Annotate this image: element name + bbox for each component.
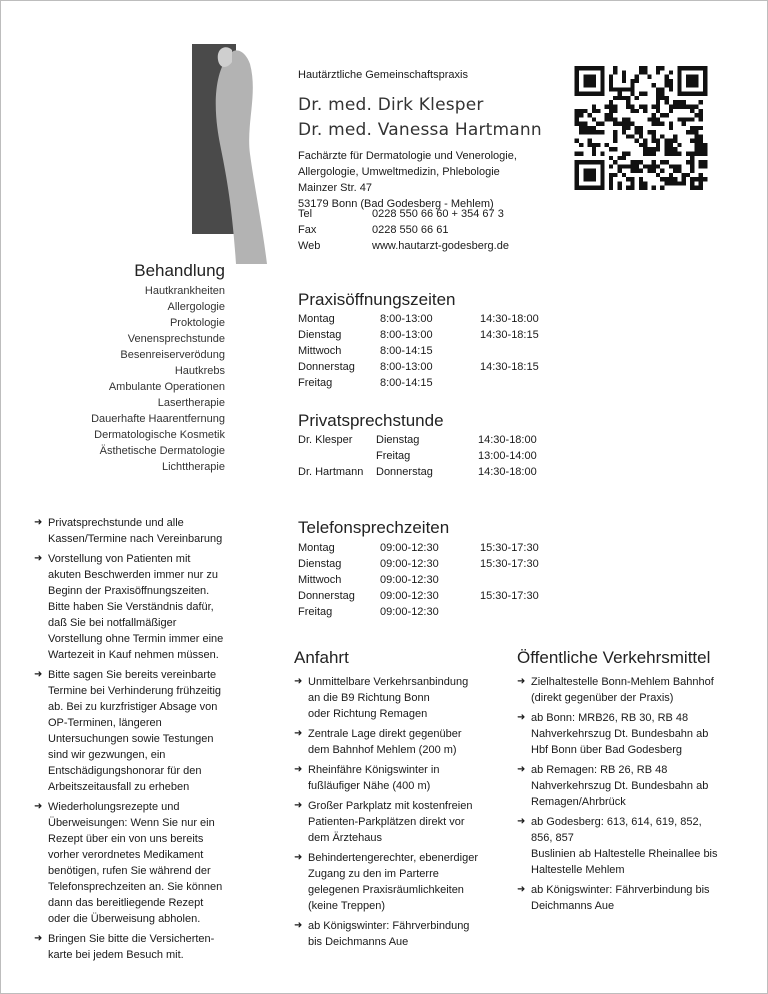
treatment-item: Besenreiserverödung [120,349,225,361]
table-row [298,604,539,620]
contact-tel [298,206,509,222]
arrow-icon: ➜ [294,728,303,739]
treatment-title: Behandlung [134,261,225,280]
list-item-line: bis Deichmanns Aue [308,936,409,948]
list-item [294,762,499,794]
list-item-line: Untersuchungen sowie Testungen [48,733,214,745]
table-cell-pm: 15:30-17:30 [480,590,539,602]
list-item-line: dem Bahnhof Mehlem (200 m) [308,744,457,756]
contact-value: 0228 550 66 60 + 354 67 3 [372,208,504,220]
table-cell-doctor: Dr. Hartmann [298,466,364,478]
list-item-line: Kassen/Termine nach Vereinbarung [48,533,223,545]
table-row [298,343,539,359]
list-item-line: sind wir gezwungen, ein [48,749,166,761]
list-item-line: Vorstellung von Patienten mit [48,553,191,565]
list-item-line: Behindertengerechter, ebenerdiger [308,852,479,864]
table-cell-day: Mittwoch [298,574,342,586]
list-item-line: Rheinfähre Königswinter in [308,764,440,776]
list-item-line: karte bei jedem Besuch mit. [48,949,184,961]
table-row [298,588,539,604]
arrow-icon: ➜ [294,852,303,863]
list-item [517,762,737,810]
table-row [298,572,539,588]
treatment-item: Hautkrebs [174,365,225,377]
table-cell-am: 8:00-13:00 [380,313,433,325]
table-cell-am: 09:00-12:30 [380,574,439,586]
arrow-icon: ➜ [34,517,43,528]
list-item-line: Telefonsprechzeiten an. Sie können [48,881,223,893]
list-item-line: Termine bei Verhinderung frühzeitig [48,685,222,697]
list-item-line: Bringen Sie bitte die Versicherten- [48,933,215,945]
list-item-line: Wiederholungsrezepte und [48,801,180,813]
list-item-line: Haltestelle Mehlem [531,864,625,876]
arrow-icon: ➜ [34,801,43,812]
list-item-line: Nahverkehrszug Dt. Bundesbahn ab [531,780,709,792]
contact-label: Tel [298,208,313,220]
table-row [298,464,537,480]
arrow-icon: ➜ [517,712,526,723]
list-item-line: Überweisungen: Wenn Sie nur ein [48,817,215,829]
list-item-line: akuten Beschwerden immer nur zu [48,569,218,581]
list-item-line: Patienten-Parkplätzen direkt vor [308,816,465,828]
table-row [298,540,539,556]
arrow-icon: ➜ [294,676,303,687]
arrow-icon: ➜ [517,764,526,775]
list-item-line: Bitte haben Sie Verständnis dafür, [48,601,214,613]
transit-list [517,674,737,918]
table-cell-day: Freitag [298,377,333,389]
table-cell-time: 13:00-14:00 [478,450,537,462]
list-item-line: daß Sie bei notfallmäßiger [48,617,177,629]
opening-hours-table [298,311,539,391]
list-item [517,882,737,914]
list-item-line: vorher verordnetes Medikament [48,849,204,861]
table-row [298,432,537,448]
list-item-line: (direkt gegenüber der Praxis) [531,692,674,704]
website-link[interactable]: www.hautarzt-godesberg.de [372,240,509,252]
list-item-line: 856, 857 [531,832,574,844]
table-cell-pm: 14:30-18:15 [480,329,539,341]
table-row [298,556,539,572]
list-item [294,674,499,722]
arrow-icon: ➜ [517,884,526,895]
table-cell-day: Montag [298,313,335,325]
list-item-line: Wartezeit in Kauf nehmen müssen. [48,649,219,661]
table-cell-day: Donnerstag [298,590,355,602]
arrow-icon: ➜ [294,920,303,931]
private-table [298,432,537,480]
address-city: 53179 Bonn (Bad Godesberg - Mehlem) [298,198,494,210]
list-item-line: ab Königswinter: Fährverbindung bis [531,884,710,896]
table-cell-am: 09:00-12:30 [380,606,439,618]
list-item-line: an die B9 Richtung Bonn [308,692,430,704]
table-cell-day: Freitag [376,450,411,462]
contact-web[interactable] [298,238,509,254]
treatment-item: Ästhetische Dermatologie [99,445,225,457]
list-item [34,931,256,963]
list-item-line: oder die Überweisung abholen. [48,913,201,925]
list-item-line: benötigen, rufen Sie während der [48,865,211,877]
treatment-item: Dauerhafte Haarentfernung [91,413,225,425]
contact-label: Fax [298,224,317,236]
table-cell-am: 09:00-12:30 [380,590,439,602]
list-item-line: ab. Bei zu kurzfristiger Absage von [48,701,218,713]
phone-hours-table [298,540,539,620]
arrow-icon: ➜ [517,676,526,687]
list-item-line: Entschädigungshonorar für den [48,765,202,777]
list-item-line: Bitte sagen Sie bereits vereinbarte [48,669,217,681]
table-cell-am: 09:00-12:30 [380,542,439,554]
list-item-line: dem Ärztehaus [308,832,382,844]
table-cell-day: Freitag [298,606,333,618]
treatment-item: Proktologie [169,317,225,329]
treatment-item: Lichttherapie [162,461,225,473]
table-cell-am: 8:00-14:15 [380,345,433,357]
directions-title: Anfahrt [294,648,349,667]
table-cell-am: 8:00-13:00 [380,329,433,341]
table-cell-day: Dienstag [376,434,420,446]
table-cell-am: 09:00-12:30 [380,558,439,570]
treatment-item: Venensprechstunde [127,333,225,345]
specialties-line: Fachärzte für Dermatologie und Venerologie, [298,150,517,162]
list-item-line: Beginn der Praxisöffnungszeiten. [48,585,210,597]
arrow-icon: ➜ [294,800,303,811]
table-cell-doctor [298,448,376,464]
table-cell-time: 14:30-18:00 [478,466,537,478]
list-item-line: ab Godesberg: 613, 614, 619, 852, [531,816,702,828]
specialties-line: Allergologie, Umweltmedizin, Phlebologie [298,166,500,178]
table-cell-day: Donnerstag [376,466,433,478]
list-item-line: Buslinien ab Haltestelle Rheinallee bis [531,848,718,860]
table-cell-time: 14:30-18:00 [478,434,537,446]
list-item-line: Privatsprechstunde und alle [48,517,184,529]
table-cell-pm: 15:30-17:30 [480,542,539,554]
arrow-icon: ➜ [34,933,43,944]
doctor-name-1: Dr. med. Dirk Klesper [298,95,484,115]
list-item-line: dann das bereitliegende Rezept [48,897,204,909]
list-item-line: ab Remagen: RB 26, RB 48 [531,764,668,776]
table-cell-day: Donnerstag [298,361,355,373]
list-item-line: (keine Treppen) [308,900,386,912]
table-row [298,359,539,375]
transit-title: Öffentliche Verkehrsmittel [517,648,711,667]
list-item [294,850,499,914]
list-item-line: Arbeitszeitausfall zu erheben [48,781,190,793]
list-item-line: gelegenen Praxisräumlichkeiten [308,884,464,896]
contact-block [298,206,509,254]
arrow-icon: ➜ [34,553,43,564]
doctor-name-2: Dr. med. Vanessa Hartmann [298,120,542,140]
table-cell-am: 8:00-13:00 [380,361,433,373]
list-item [34,667,256,795]
list-item [517,674,737,706]
list-item-line: Hbf Bonn über Bad Godesberg [531,744,683,756]
table-cell-am: 8:00-14:15 [380,377,433,389]
list-item-line: Vorstellung ohne Termin immer eine [48,633,224,645]
practice-logo [192,44,267,264]
treatment-item: Hautkrankheiten [144,285,225,297]
table-cell-day: Dienstag [298,558,342,570]
opening-hours-title: Praxisöffnungszeiten [298,290,456,309]
address-street: Mainzer Str. 47 [298,182,372,194]
list-item [34,799,256,927]
treatment-item: Allergologie [167,301,225,313]
private-title: Privatsprechstunde [298,411,444,430]
directions-list [294,674,499,954]
list-item-line: Rezept über ein von uns bereits [48,833,204,845]
list-item-line: Zielhaltestelle Bonn-Mehlem Bahnhof [531,676,714,688]
phone-hours-title: Telefonsprechzeiten [298,518,450,537]
table-row [298,375,539,391]
list-item-line: Zugang zu den im Parterre [308,868,439,880]
table-cell-doctor: Dr. Klesper [298,434,353,446]
arrow-icon: ➜ [294,764,303,775]
table-cell-pm: 14:30-18:00 [480,313,539,325]
list-item-line: Unmittelbare Verkehrsanbindung [308,676,469,688]
table-row [298,448,537,464]
treatment-item: Dermatologische Kosmetik [94,429,225,441]
table-cell-pm: 15:30-17:30 [480,558,539,570]
table-cell-day: Dienstag [298,329,342,341]
list-item-line: oder Richtung Remagen [308,708,428,720]
list-item [34,515,256,547]
list-item-line: ab Bonn: MRB26, RB 30, RB 48 [531,712,689,724]
treatment-list [91,283,225,475]
arrow-icon: ➜ [517,816,526,827]
list-item [517,710,737,758]
notes-list [34,515,256,967]
list-item-line: Großer Parkplatz mit kostenfreien [308,800,473,812]
list-item-line: Zentrale Lage direkt gegenüber [308,728,462,740]
treatment-item: Ambulante Operationen [108,381,225,393]
list-item [294,726,499,758]
list-item [34,551,256,663]
contact-label: Web [298,240,321,252]
list-item-line: ab Königswinter: Fährverbindung [308,920,470,932]
qr-code [574,66,708,190]
specialties [298,148,558,212]
list-item-line: fußläufiger Nähe (400 m) [308,780,431,792]
contact-fax [298,222,509,238]
list-item-line: Remagen/Ahrbrück [531,796,626,808]
contact-value: 0228 550 66 61 [372,224,449,236]
list-item-line: Nahverkehrszug Dt. Bundesbahn ab [531,728,709,740]
list-item [517,814,737,878]
table-row [298,311,539,327]
list-item [294,918,499,950]
list-item-line: Deichmanns Aue [531,900,615,912]
arrow-icon: ➜ [34,669,43,680]
table-cell-day: Montag [298,542,335,554]
table-row [298,327,539,343]
table-cell-pm: 14:30-18:15 [480,361,539,373]
list-item-line: OP-Terminen, längeren [48,717,162,729]
practice-type: Hautärztliche Gemeinschaftspraxis [298,69,468,81]
list-item [294,798,499,846]
treatment-item: Lasertherapie [157,397,225,409]
table-cell-day: Mittwoch [298,345,342,357]
